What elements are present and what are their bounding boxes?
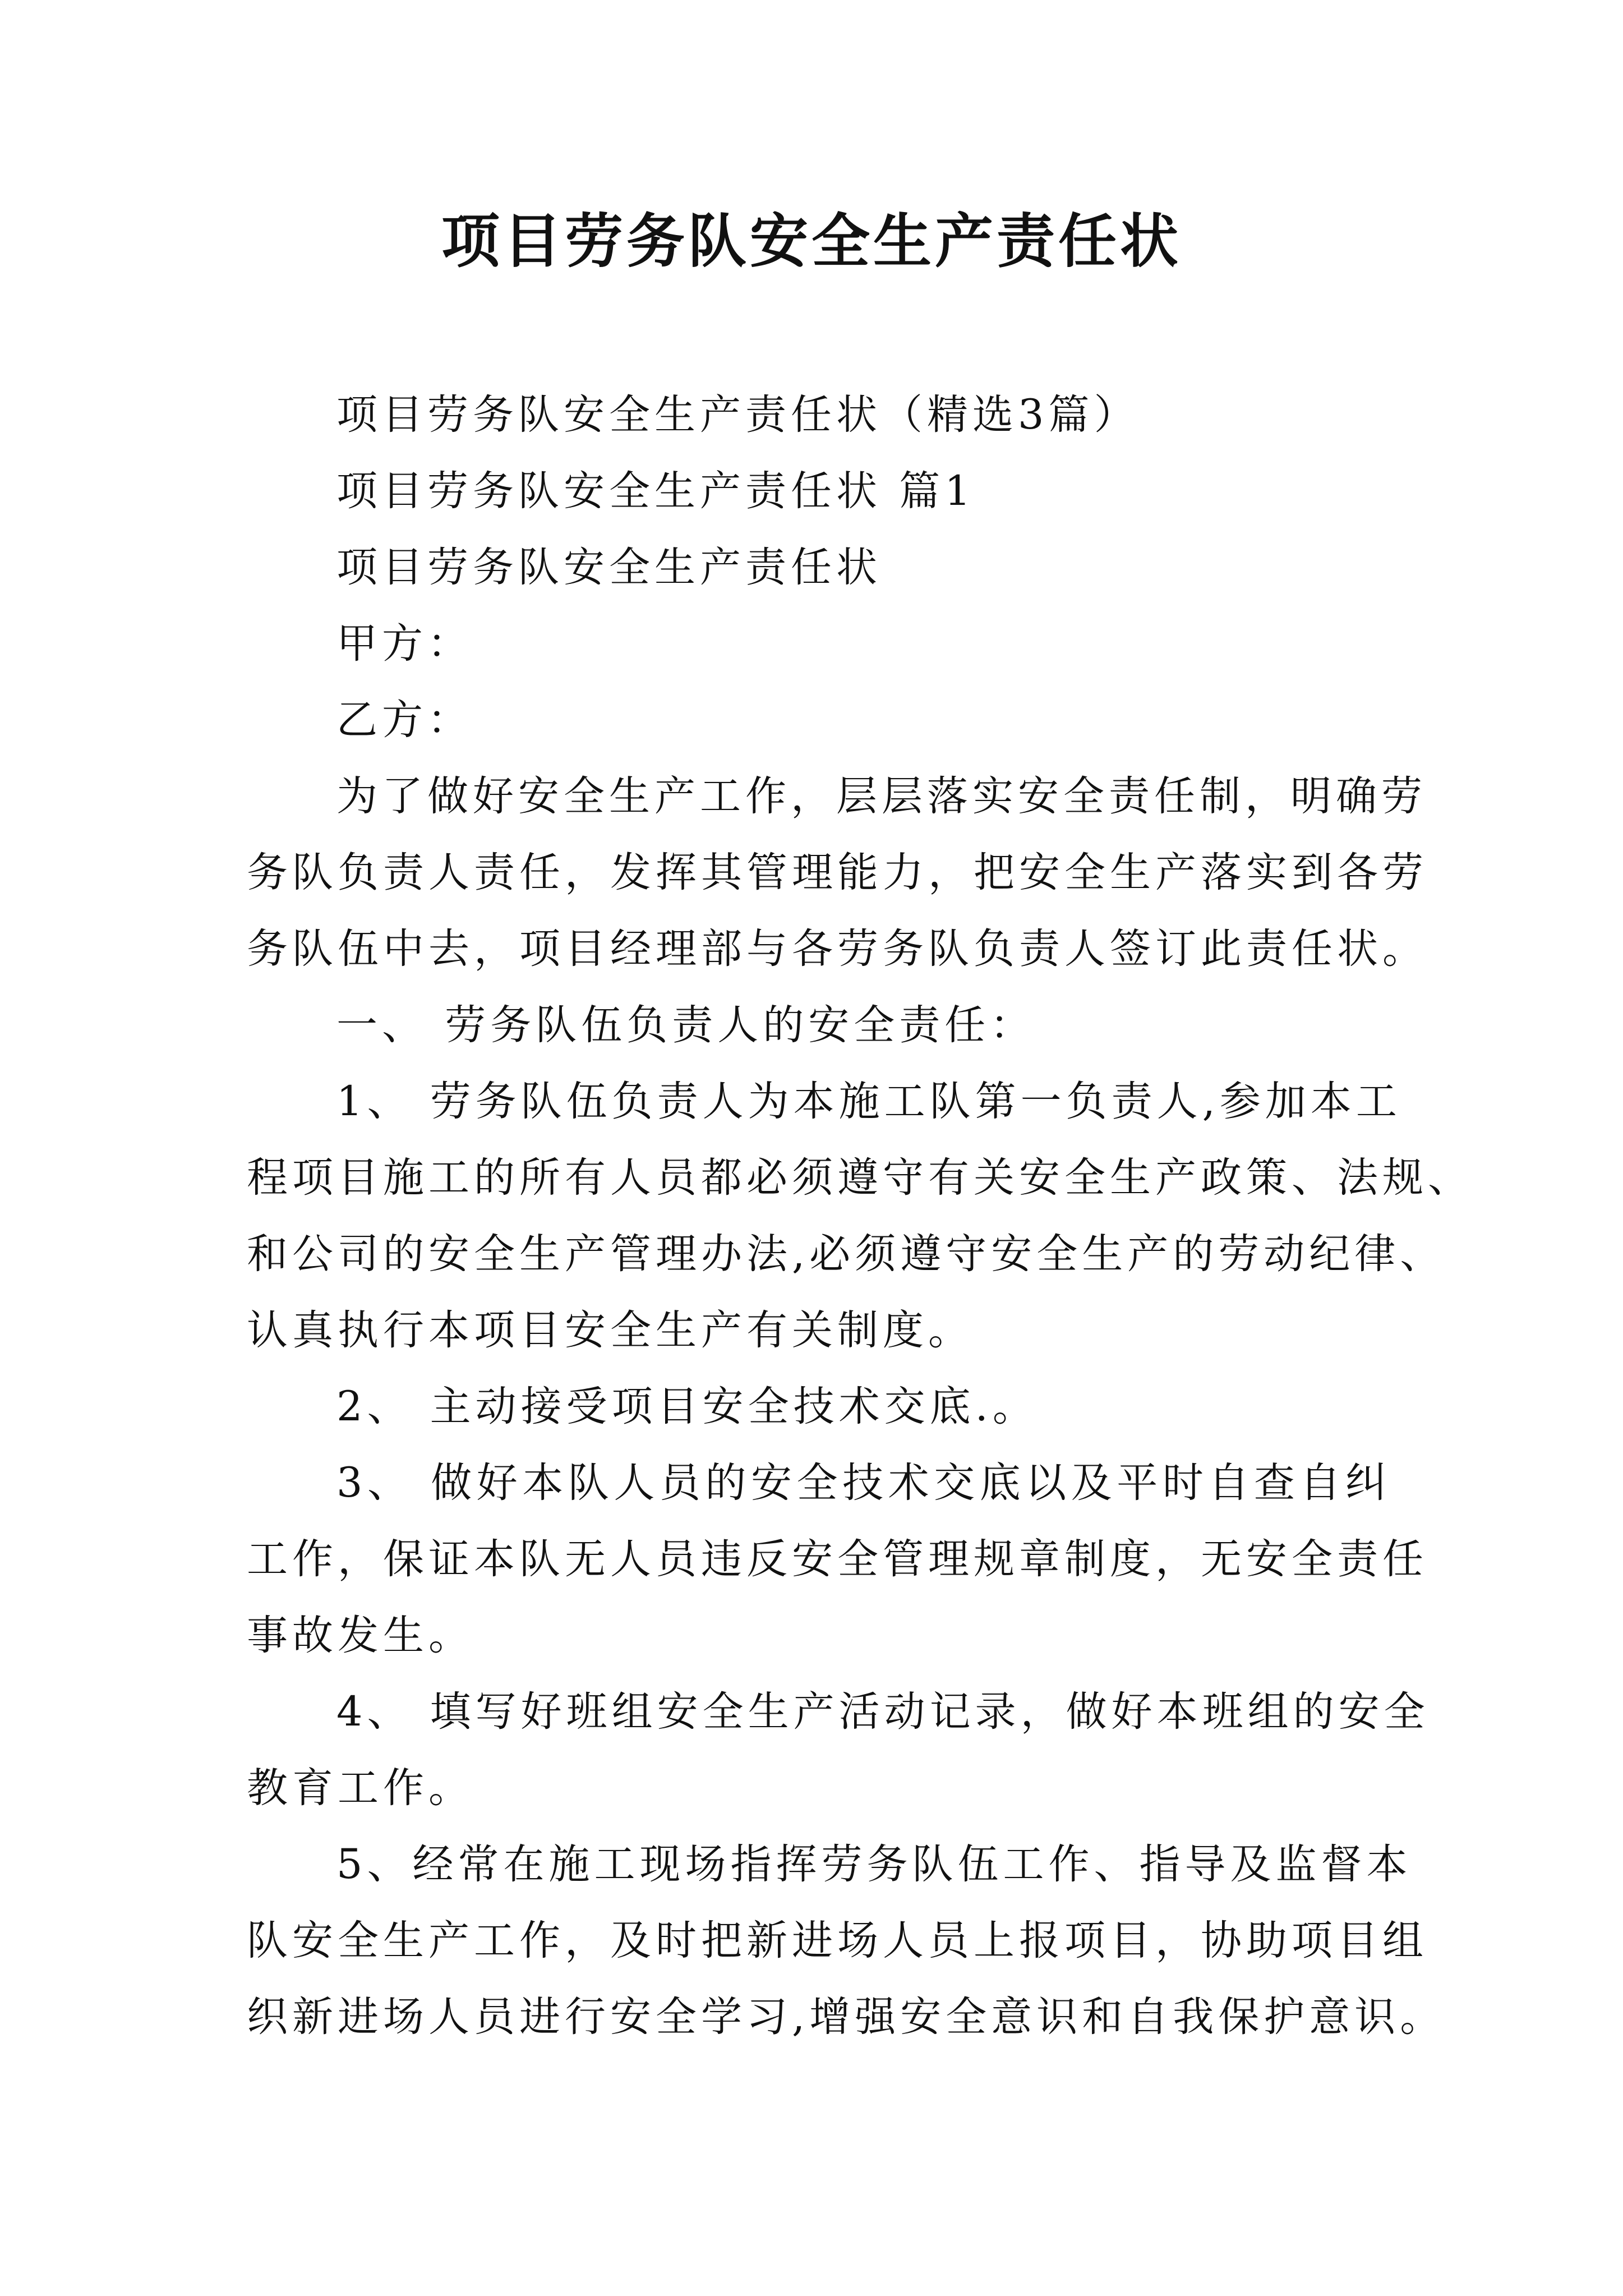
paragraph-line: 织新进场人员进行安全学习,增强安全意识和自我保护意识。 [247,1993,1446,2041]
party-a-label: 甲方： [336,620,473,668]
document-title: 项目劳务队安全生产责任状 [441,207,1182,275]
paragraph-line: 1、 劳务队伍负责人为本施工队第一负责人,参加本工 [336,1078,1401,1125]
paragraph-line: 教育工作。 [247,1764,474,1812]
paragraph-line: 为了做好安全生产工作，层层落实安全责任制，明确劳 [336,772,1427,820]
paragraph-line: 事故发生。 [247,1612,474,1659]
subtitle-selected: 项目劳务队安全生产责任状（精选3篇） [336,391,1140,439]
subtitle-part-1: 项目劳务队安全生产责任状 篇1 [336,467,975,515]
paragraph-line: 认真执行本项目安全生产有关制度。 [247,1306,974,1354]
paragraph-line: 程项目施工的所有人员都必须遵守有关安全生产政策、法规、 [247,1154,1473,1202]
party-b-label: 乙方： [336,696,473,744]
paragraph-line: 2、 主动接受项目安全技术交底.。 [336,1383,1038,1430]
paragraph-line: 队安全生产工作，及时把新进场人员上报项目，协助项目组 [247,1917,1428,1964]
paragraph-line: 和公司的安全生产管理办法,必须遵守安全生产的劳动纪律、 [247,1230,1446,1278]
paragraph-line: 务队负责人责任，发挥其管理能力，把安全生产落实到各劳 [247,849,1428,896]
paragraph-line: 4、 填写好班组安全生产活动记录，做好本班组的安全 [336,1688,1430,1736]
paragraph-line: 务队伍中去，项目经理部与各劳务队负责人签订此责任状。 [247,925,1428,973]
section-heading: 项目劳务队安全生产责任状 [336,544,882,591]
paragraph-line: 3、 做好本队人员的安全技术交底以及平时自查自纠 [336,1459,1391,1507]
section-heading: 一、 劳务队伍负责人的安全责任： [336,1001,1036,1049]
paragraph-line: 工作，保证本队无人员违反安全管理规章制度，无安全责任 [247,1535,1428,1583]
paragraph-line: 5、经常在施工现场指挥劳务队伍工作、指导及监督本 [336,1841,1412,1888]
